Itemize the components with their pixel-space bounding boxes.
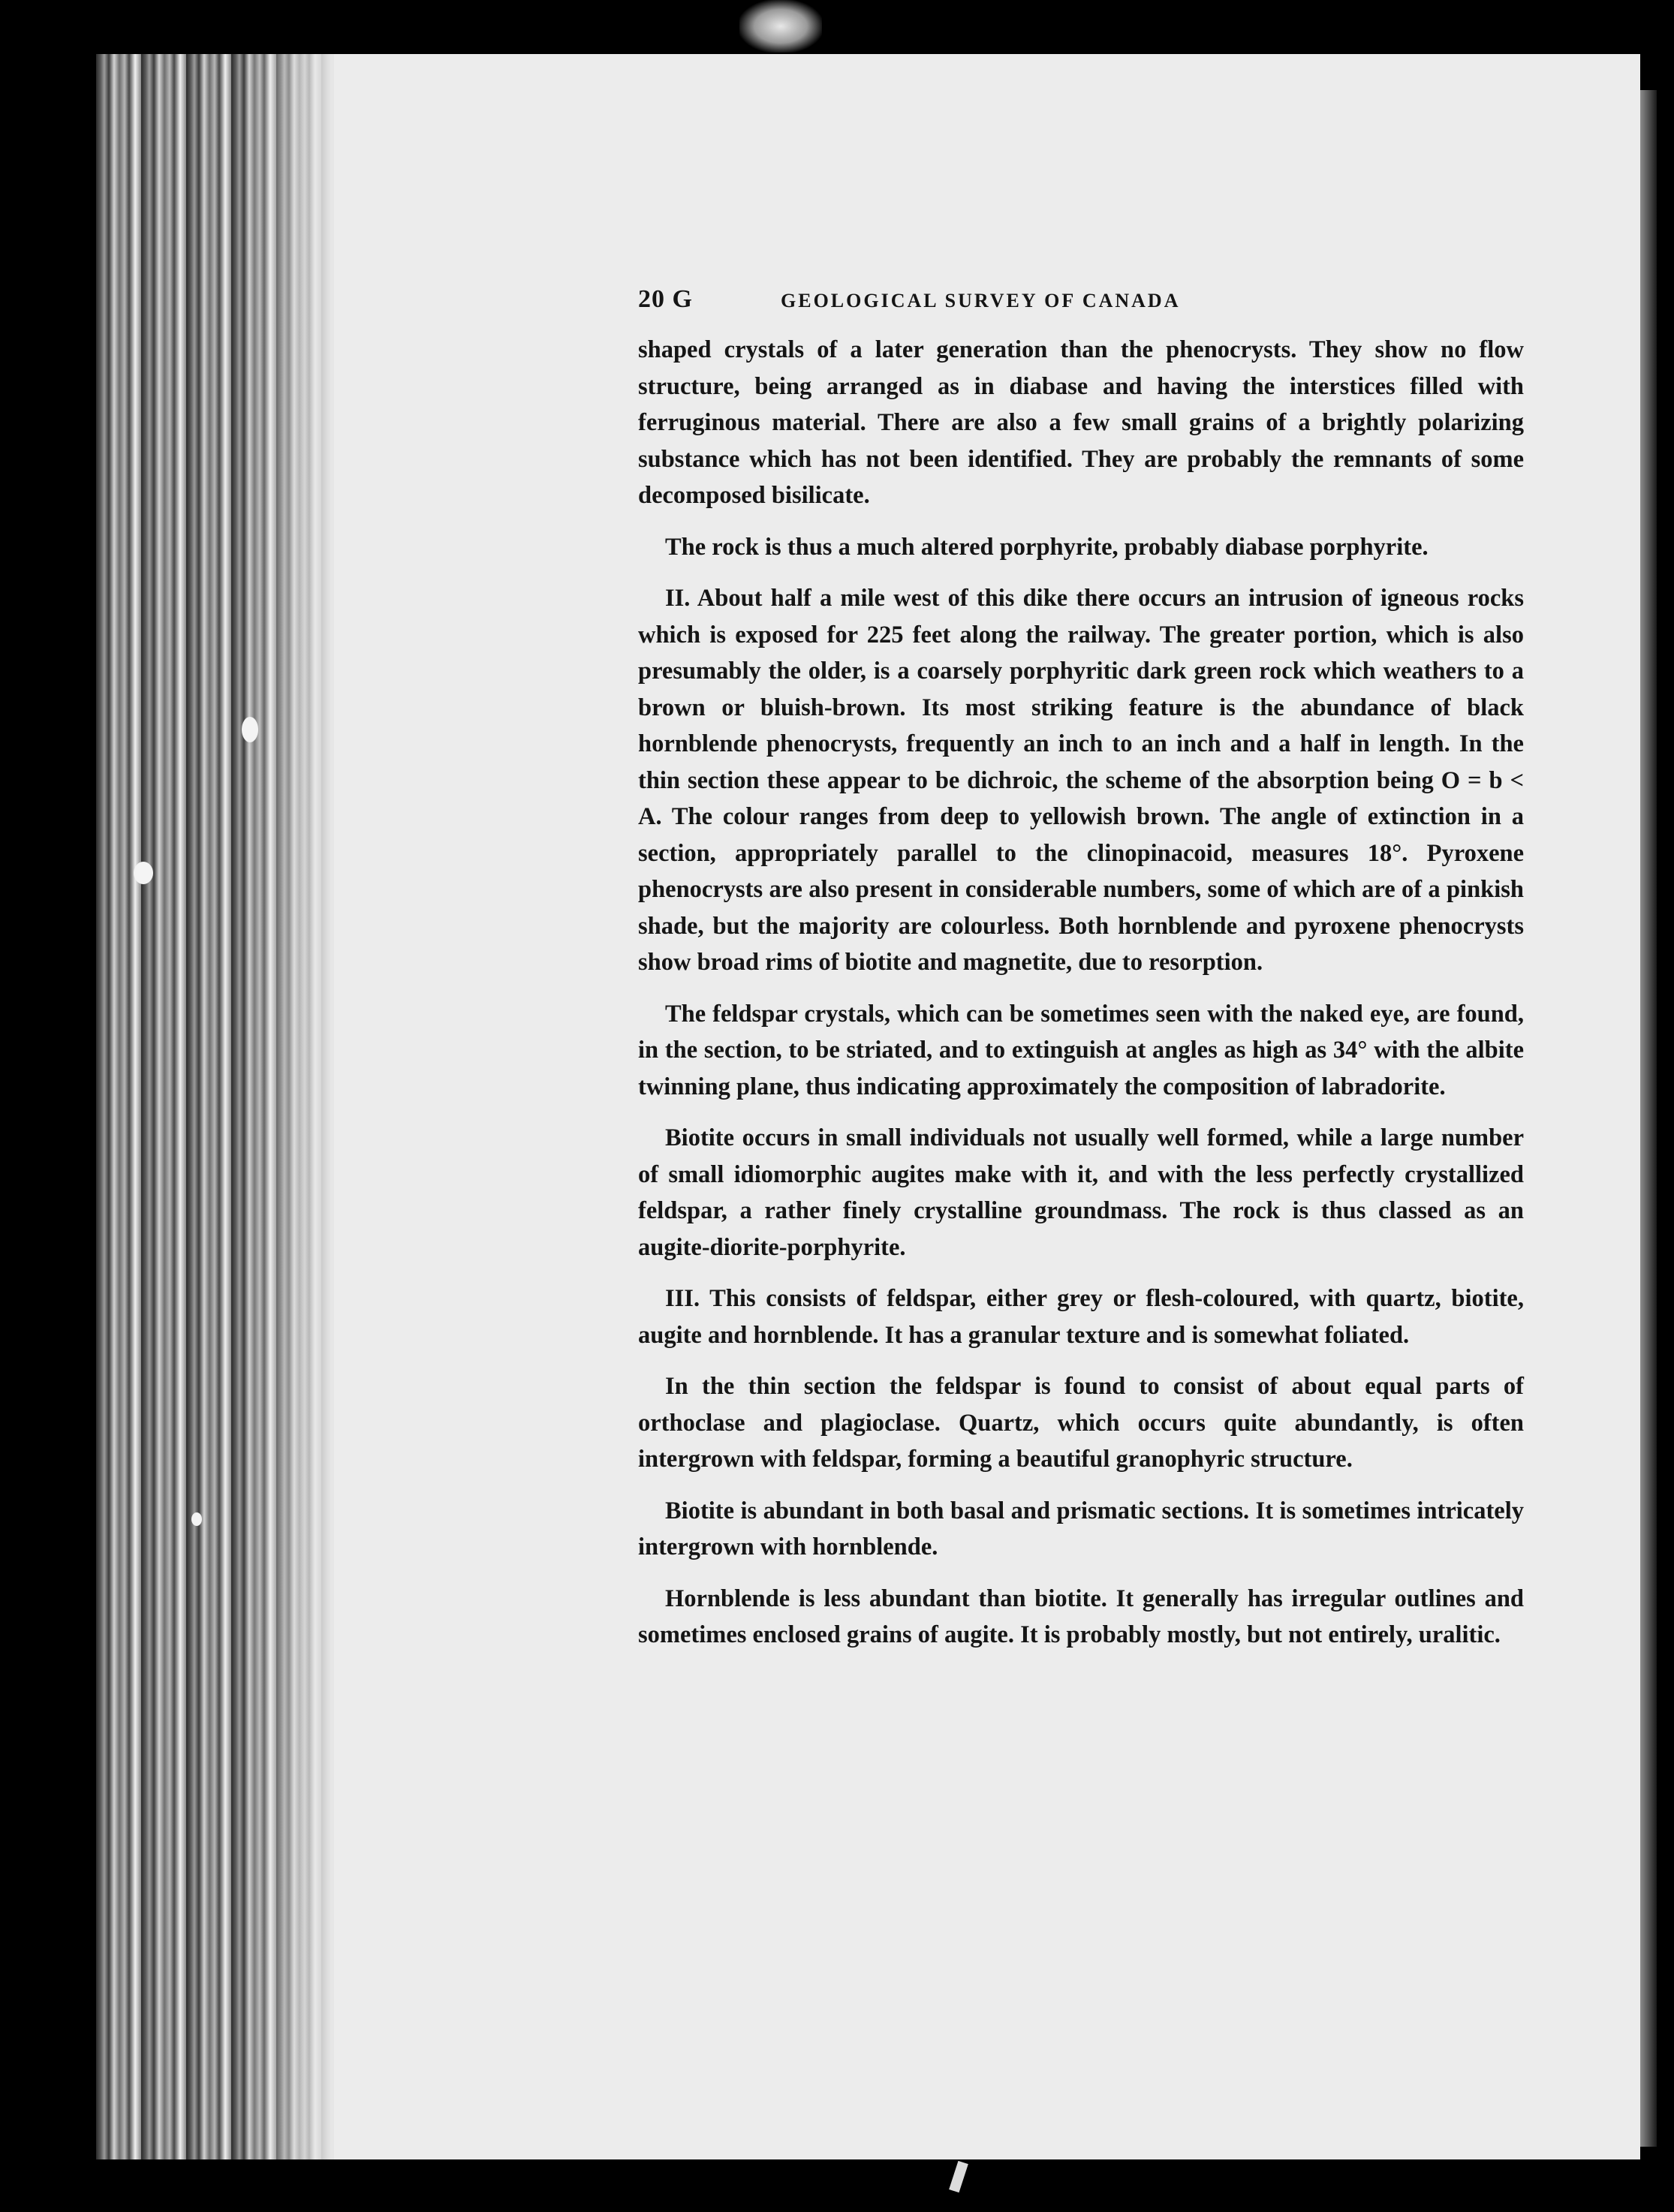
paragraph-1: shaped crystals of a later generation than the phenocrysts. They show no flow structure, being arranged as in diabase and having the interstices filled with ferruginous material. There are also a few small grains of a brightly polarizing substance which has not been identified. They are probably the remnants of some decomposed bisilicate. xyxy=(638,336,1524,509)
page-text-block xyxy=(638,285,1524,1669)
paragraph-3: II. About half a mile west of this dike there occurs an intrusion of igneous rocks which is exposed for 225 feet along the railway. The greater portion, which is also presumably the older, is a coarsely porphyritic dark green rock which weathers to a brown or bluish-brown. Its most striking feature is the abundance of black hornblende phenocrysts, frequently an inch to an inch and a half in length. In the thin section these appear to be dichroic, the scheme of the absorption being O = b < A. The colour ranges from deep to yellowish brown. The angle of extinction in a section, appropriately parallel to the clinopinacoid, measures 18°. Pyroxene phenocrysts are also present in considerable numbers, some of which are of a pinkish shade, but the majority are colourless. Both hornblende and pyroxene phenocrysts show broad rims of biotite and magnetite, due to resorption. xyxy=(638,585,1524,976)
paragraph-6: III. This consists of feldspar, either grey or flesh-coloured, with quartz, biotite, augite and hornblende. It has a granular texture and is somewhat foliated. xyxy=(638,1285,1524,1349)
paragraph-2: The rock is thus a much altered porphyrite, probably diabase porphyrite. xyxy=(665,533,1429,561)
film-speck xyxy=(242,717,258,742)
page-number: 20 G xyxy=(638,285,693,313)
paragraph-4: The feldspar crystals, which can be sometimes seen with the naked eye, are found, in the section, to be striated, and to extinguish at angles as high as 34° with the albite twinning plane, thus indicating approximately the composition of labradorite. xyxy=(638,1000,1524,1100)
paragraph-8: Biotite is abundant in both basal and prismatic sections. It is sometimes intricately intergrown with hornblende. xyxy=(638,1497,1524,1560)
film-speck xyxy=(191,1512,202,1526)
film-scratch xyxy=(949,2161,968,2192)
film-smudge xyxy=(739,0,822,53)
film-speck xyxy=(134,862,153,884)
paragraph-9: Hornblende is less abundant than biotite. It generally has irregular outlines and sometimes enclosed grains of augite. It is probably mostly, but not entirely, uralitic. xyxy=(638,1585,1524,1648)
page-header xyxy=(638,285,1524,321)
running-head: GEOLOGICAL SURVEY OF CANADA xyxy=(781,290,1181,311)
paragraph-7: In the thin section the feldspar is found to consist of about equal parts of orthoclase and plagioclase. Quartz, which occurs quite abundantly, is often intergrown with feldspar, forming a beautiful granophyric structure. xyxy=(638,1373,1524,1473)
gutter-shadow xyxy=(248,54,334,2159)
page-right-edge xyxy=(1640,90,1657,2147)
paragraph-5: Biotite occurs in small individuals not usually well formed, while a large number of small idiomorphic augites make with it, and with the less perfectly crystallized feldspar, a rather finely crystalline groundmass. The rock is thus classed as an augite-diorite-porphyrite. xyxy=(638,1124,1524,1261)
